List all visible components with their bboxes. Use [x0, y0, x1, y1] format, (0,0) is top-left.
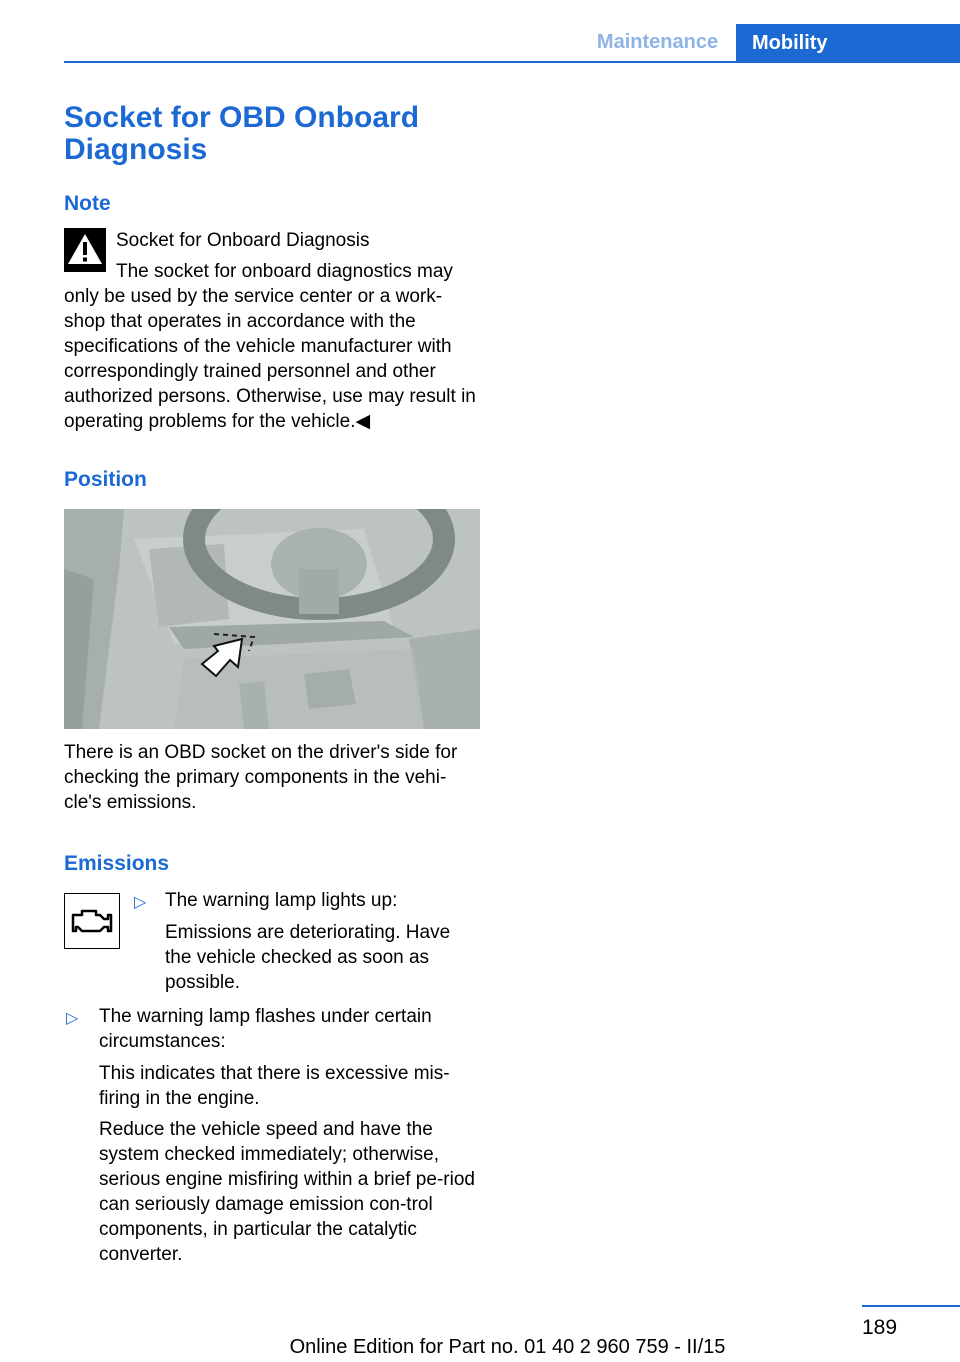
bullet-triangle-icon: ▷	[134, 894, 147, 911]
emissions-heading: Emissions	[64, 852, 170, 875]
emissions-item2-text1: This indicates that there is excessive mis-firing in the engine.	[99, 1063, 450, 1109]
emissions-item2-text2: Reduce the vehicle speed and have the system checked immediately; otherwise, serious engine misfiring within a brief pe-riod can seriously damage emission con-trol components, in particular the catalytic converter.	[99, 1119, 475, 1265]
emissions-item2-title: The warning lamp flashes under certain circumstances:	[99, 1006, 432, 1052]
footer-rule	[862, 1305, 960, 1307]
check-engine-icon	[64, 893, 120, 949]
obd-location-image	[64, 509, 480, 729]
emissions-item1-text: Emissions are deteriorating. Have the vehicle checked as soon as possible.	[165, 922, 451, 993]
tab-mobility[interactable]: Mobility	[736, 24, 960, 62]
page-number: 189	[862, 1316, 898, 1339]
note-title: Socket for Onboard Diagnosis	[116, 230, 370, 251]
bullet-triangle-icon: ▷	[66, 1010, 79, 1027]
edition-footer: Online Edition for Part no. 01 40 2 960 759 - II/15	[289, 1336, 726, 1358]
note-heading: Note	[64, 192, 111, 215]
header-rule	[64, 61, 960, 63]
position-heading: Position	[64, 468, 147, 491]
tab-maintenance[interactable]: Maintenance	[596, 31, 719, 53]
emissions-item1-title: The warning lamp lights up:	[165, 890, 398, 911]
position-text: There is an OBD socket on the driver's side for checking the primary components in the vehi-cle's emissions.	[64, 742, 458, 813]
note-text: The socket for onboard diagnostics may only be used by the service center or a work-shop that operates in accordance with the specifications of the vehicle manufacturer with correspondingly trained personnel and other authorized persons. Otherwise, use may result in operating problems for the vehicle.◀	[64, 261, 476, 432]
page-title: Socket for OBD Onboard Diagnosis	[64, 101, 420, 166]
